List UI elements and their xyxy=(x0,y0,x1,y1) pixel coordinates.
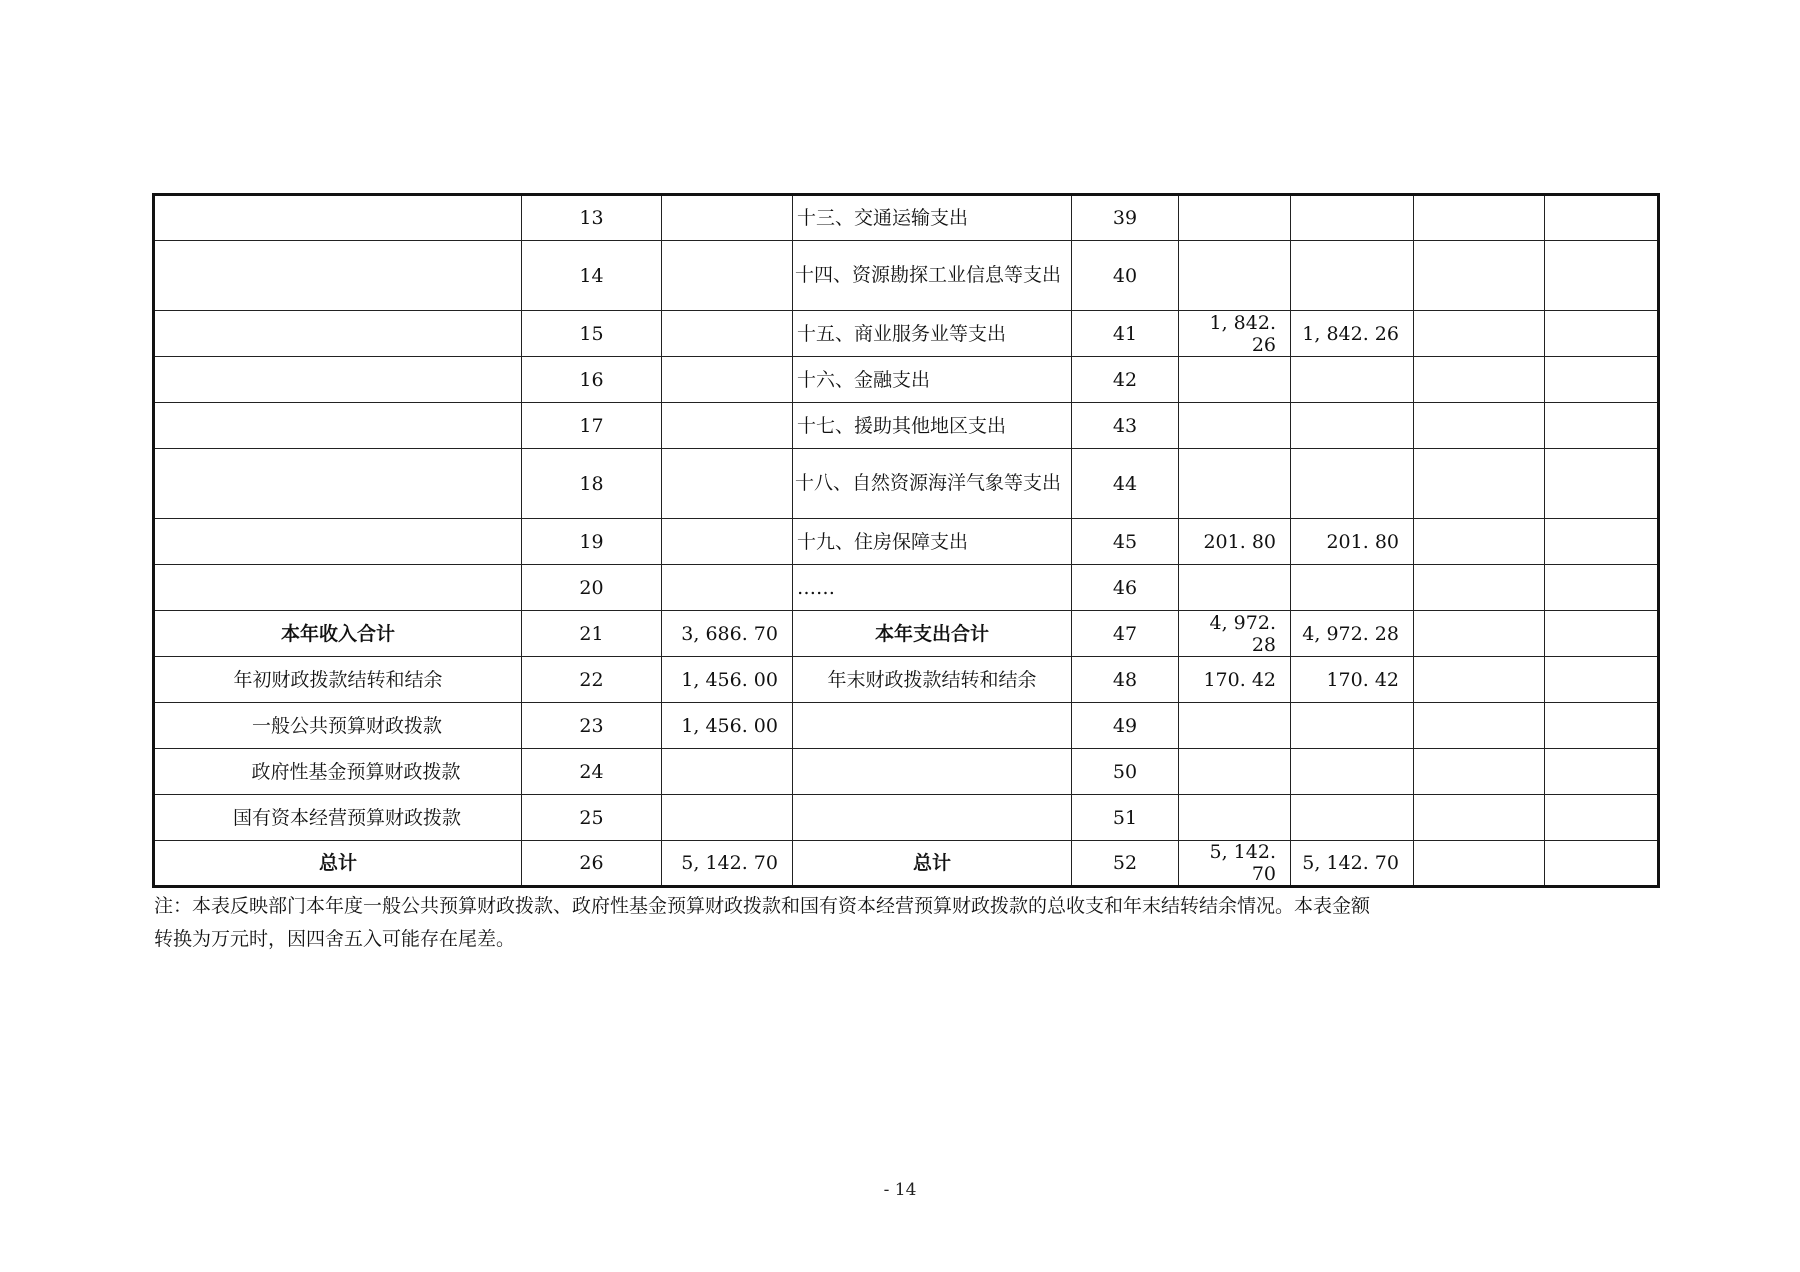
income-line-no-cell: 20 xyxy=(522,565,662,611)
expense-total-cell xyxy=(1179,449,1291,519)
general-budget-cell xyxy=(1291,403,1414,449)
capital-budget-cell xyxy=(1545,565,1659,611)
general-budget-cell: 4, 972. 28 xyxy=(1291,611,1414,657)
expense-item-cell xyxy=(793,795,1072,841)
fund-budget-cell xyxy=(1414,749,1545,795)
income-amount-cell: 5, 142. 70 xyxy=(662,841,793,887)
capital-budget-cell xyxy=(1545,795,1659,841)
expense-item-cell: 十九、住房保障支出 xyxy=(793,519,1072,565)
fund-budget-cell xyxy=(1414,841,1545,887)
table-row xyxy=(154,749,1659,795)
expense-line-no-cell: 48 xyxy=(1072,657,1179,703)
table-row xyxy=(154,703,1659,749)
expense-line-no-cell: 47 xyxy=(1072,611,1179,657)
general-budget-cell xyxy=(1291,449,1414,519)
fund-budget-cell xyxy=(1414,449,1545,519)
income-item-cell xyxy=(154,241,522,311)
expense-line-no-cell: 52 xyxy=(1072,841,1179,887)
expense-item-cell: 十八、自然资源海洋气象等支出 xyxy=(793,449,1072,519)
expense-item-cell xyxy=(793,749,1072,795)
capital-budget-cell xyxy=(1545,449,1659,519)
expense-line-no-cell: 43 xyxy=(1072,403,1179,449)
expense-total-cell: 201. 80 xyxy=(1179,519,1291,565)
income-item-cell xyxy=(154,311,522,357)
table-row xyxy=(154,241,1659,311)
table-row xyxy=(154,795,1659,841)
fund-budget-cell xyxy=(1414,795,1545,841)
income-item-cell xyxy=(154,357,522,403)
income-line-no-cell: 18 xyxy=(522,449,662,519)
income-amount-cell xyxy=(662,195,793,241)
income-line-no-cell: 17 xyxy=(522,403,662,449)
table-row xyxy=(154,519,1659,565)
expense-line-no-cell: 41 xyxy=(1072,311,1179,357)
income-amount-cell xyxy=(662,357,793,403)
fiscal-appropriation-table xyxy=(152,193,1660,888)
income-line-no-cell: 13 xyxy=(522,195,662,241)
expense-total-cell xyxy=(1179,749,1291,795)
income-item-cell: 总计 xyxy=(154,841,522,887)
expense-total-cell: 170. 42 xyxy=(1179,657,1291,703)
fund-budget-cell xyxy=(1414,703,1545,749)
general-budget-cell: 170. 42 xyxy=(1291,657,1414,703)
expense-item-cell: 年末财政拨款结转和结余 xyxy=(793,657,1072,703)
income-amount-cell: 1, 456. 00 xyxy=(662,703,793,749)
general-budget-cell xyxy=(1291,703,1414,749)
income-item-cell xyxy=(154,449,522,519)
income-amount-cell xyxy=(662,519,793,565)
capital-budget-cell xyxy=(1545,357,1659,403)
general-budget-cell xyxy=(1291,565,1414,611)
income-item-cell: 一般公共预算财政拨款 xyxy=(154,703,522,749)
income-amount-cell xyxy=(662,311,793,357)
expense-line-no-cell: 51 xyxy=(1072,795,1179,841)
capital-budget-cell xyxy=(1545,519,1659,565)
table-row xyxy=(154,195,1659,241)
footnote-line-2: 转换为万元时，因四舍五入可能存在尾差。 xyxy=(154,928,516,950)
general-budget-cell xyxy=(1291,241,1414,311)
table-footnote xyxy=(154,890,1554,956)
general-budget-cell: 1, 842. 26 xyxy=(1291,311,1414,357)
capital-budget-cell xyxy=(1545,403,1659,449)
table-row xyxy=(154,403,1659,449)
capital-budget-cell xyxy=(1545,841,1659,887)
general-budget-cell: 5, 142. 70 xyxy=(1291,841,1414,887)
fund-budget-cell xyxy=(1414,195,1545,241)
income-line-no-cell: 26 xyxy=(522,841,662,887)
expense-total-cell xyxy=(1179,195,1291,241)
general-budget-cell xyxy=(1291,357,1414,403)
expense-item-cell: 十七、援助其他地区支出 xyxy=(793,403,1072,449)
table-row xyxy=(154,357,1659,403)
table-row xyxy=(154,841,1659,887)
table-row xyxy=(154,611,1659,657)
income-line-no-cell: 15 xyxy=(522,311,662,357)
income-line-no-cell: 22 xyxy=(522,657,662,703)
fund-budget-cell xyxy=(1414,565,1545,611)
income-item-cell xyxy=(154,519,522,565)
income-line-no-cell: 14 xyxy=(522,241,662,311)
income-line-no-cell: 24 xyxy=(522,749,662,795)
capital-budget-cell xyxy=(1545,749,1659,795)
income-amount-cell xyxy=(662,449,793,519)
table-row xyxy=(154,449,1659,519)
income-amount-cell xyxy=(662,749,793,795)
income-item-cell xyxy=(154,565,522,611)
income-line-no-cell: 23 xyxy=(522,703,662,749)
capital-budget-cell xyxy=(1545,195,1659,241)
income-amount-cell: 1, 456. 00 xyxy=(662,657,793,703)
expense-line-no-cell: 50 xyxy=(1072,749,1179,795)
expense-item-cell: 十六、金融支出 xyxy=(793,357,1072,403)
expense-line-no-cell: 39 xyxy=(1072,195,1179,241)
fund-budget-cell xyxy=(1414,241,1545,311)
expense-line-no-cell: 46 xyxy=(1072,565,1179,611)
income-amount-cell xyxy=(662,403,793,449)
capital-budget-cell xyxy=(1545,241,1659,311)
table-row xyxy=(154,565,1659,611)
expense-item-cell: 总计 xyxy=(793,841,1072,887)
income-line-no-cell: 21 xyxy=(522,611,662,657)
expense-item-cell: 十三、交通运输支出 xyxy=(793,195,1072,241)
expense-item-cell xyxy=(793,703,1072,749)
income-item-cell: 国有资本经营预算财政拨款 xyxy=(154,795,522,841)
expense-total-cell xyxy=(1179,565,1291,611)
capital-budget-cell xyxy=(1545,657,1659,703)
table-body xyxy=(154,195,1659,887)
fund-budget-cell xyxy=(1414,311,1545,357)
income-line-no-cell: 19 xyxy=(522,519,662,565)
expense-line-no-cell: 40 xyxy=(1072,241,1179,311)
income-line-no-cell: 25 xyxy=(522,795,662,841)
income-amount-cell xyxy=(662,565,793,611)
expense-item-cell: …… xyxy=(793,565,1072,611)
expense-total-cell: 1, 842. 26 xyxy=(1179,311,1291,357)
general-budget-cell xyxy=(1291,795,1414,841)
expense-total-cell xyxy=(1179,403,1291,449)
capital-budget-cell xyxy=(1545,311,1659,357)
expense-item-cell: 十五、商业服务业等支出 xyxy=(793,311,1072,357)
capital-budget-cell xyxy=(1545,611,1659,657)
fund-budget-cell xyxy=(1414,357,1545,403)
expense-total-cell xyxy=(1179,703,1291,749)
income-item-cell: 本年收入合计 xyxy=(154,611,522,657)
expense-total-cell: 4, 972. 28 xyxy=(1179,611,1291,657)
expense-total-cell xyxy=(1179,357,1291,403)
table-row xyxy=(154,657,1659,703)
expense-line-no-cell: 44 xyxy=(1072,449,1179,519)
income-amount-cell xyxy=(662,795,793,841)
fund-budget-cell xyxy=(1414,657,1545,703)
expense-item-cell: 本年支出合计 xyxy=(793,611,1072,657)
fund-budget-cell xyxy=(1414,519,1545,565)
page-number: - 14 xyxy=(883,1180,917,1200)
income-item-cell: 政府性基金预算财政拨款 xyxy=(154,749,522,795)
general-budget-cell xyxy=(1291,749,1414,795)
fund-budget-cell xyxy=(1414,403,1545,449)
general-budget-cell xyxy=(1291,195,1414,241)
expense-line-no-cell: 49 xyxy=(1072,703,1179,749)
income-amount-cell xyxy=(662,241,793,311)
income-line-no-cell: 16 xyxy=(522,357,662,403)
expense-line-no-cell: 42 xyxy=(1072,357,1179,403)
income-item-cell xyxy=(154,403,522,449)
income-amount-cell: 3, 686. 70 xyxy=(662,611,793,657)
fund-budget-cell xyxy=(1414,611,1545,657)
expense-line-no-cell: 45 xyxy=(1072,519,1179,565)
expense-total-cell: 5, 142. 70 xyxy=(1179,841,1291,887)
expense-total-cell xyxy=(1179,795,1291,841)
expense-total-cell xyxy=(1179,241,1291,311)
general-budget-cell: 201. 80 xyxy=(1291,519,1414,565)
footnote-line-1: 注：本表反映部门本年度一般公共预算财政拨款、政府性基金预算财政拨款和国有资本经营预算财政拨款的总收支和年末结转结余情况。本表金额 xyxy=(154,895,1371,917)
table-row xyxy=(154,311,1659,357)
expense-item-cell: 十四、资源勘探工业信息等支出 xyxy=(793,241,1072,311)
income-item-cell: 年初财政拨款结转和结余 xyxy=(154,657,522,703)
capital-budget-cell xyxy=(1545,703,1659,749)
income-item-cell xyxy=(154,195,522,241)
